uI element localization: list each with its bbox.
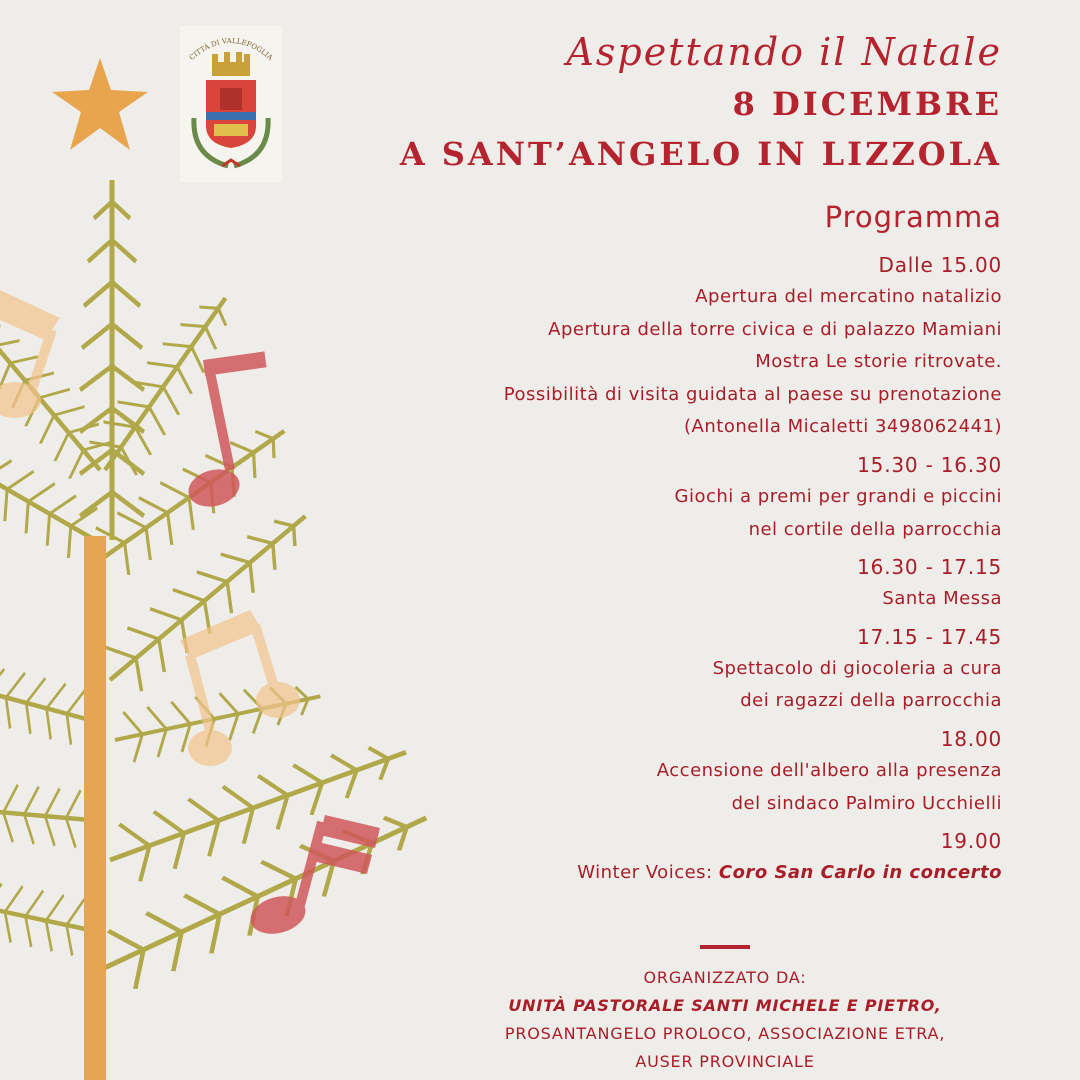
town-crest-logo <box>180 26 282 182</box>
schedule-item: Spettacolo di giocoleria a cura <box>712 657 1002 679</box>
program-schedule <box>322 249 1002 890</box>
organizer-line: PROSANTANGELO PROLOCO, ASSOCIAZIONE ETRA, <box>504 1024 946 1043</box>
schedule-time: 16.30 - 17.15 <box>857 555 1002 580</box>
schedule-time: 15.30 - 16.30 <box>857 452 1002 477</box>
schedule-time: 19.00 <box>940 829 1002 854</box>
schedule-item: del sindaco Palmiro Ucchielli <box>731 792 1002 814</box>
schedule-item: nel cortile della parrocchia <box>748 518 1002 540</box>
music-note-icon <box>0 290 60 418</box>
schedule-item: Possibilità di visita guidata al paese su prenotazione <box>503 383 1002 405</box>
schedule-block <box>322 249 1002 444</box>
schedule-item: Giochi a premi per grandi e piccini <box>674 485 1002 507</box>
program-title: Programma <box>824 200 1002 234</box>
schedule-block <box>322 723 1002 820</box>
schedule-time: 17.15 - 17.45 <box>857 624 1002 649</box>
organizer-section <box>400 964 1050 1076</box>
schedule-item: Apertura del mercatino natalizio <box>695 286 1002 307</box>
schedule-item-concert <box>322 857 1002 890</box>
music-note-icon <box>184 351 266 512</box>
organizer-main: UNITÀ PASTORALE SANTI MICHELE E PIETRO, <box>508 996 942 1015</box>
tree-trunk <box>84 536 106 1080</box>
schedule-item: Apertura della torre civica e di palazzo Mamiani <box>548 318 1002 340</box>
schedule-item: Mostra Le storie ritrovate. <box>755 351 1002 373</box>
schedule-block <box>322 621 1002 718</box>
organizer-label: ORGANIZZATO DA: <box>643 968 807 987</box>
schedule-block <box>322 551 1002 616</box>
music-note-icon <box>180 610 300 766</box>
schedule-item: Santa Messa <box>882 588 1002 610</box>
tree-top-branch <box>80 180 144 540</box>
svg-text:CITTÀ DI VALLEFOGLIA: CITTÀ DI VALLEFOGLIA <box>187 36 275 62</box>
schedule-block <box>322 825 1002 890</box>
schedule-block <box>322 449 1002 546</box>
schedule-time: Dalle 15.00 <box>878 253 1002 277</box>
schedule-item: Accensione dell'albero alla presenza <box>656 759 1002 781</box>
event-script-title: Aspettando il Natale <box>566 30 1002 74</box>
concert-prefix: Winter Voices: <box>577 862 713 884</box>
schedule-item: dei ragazzi della parrocchia <box>740 690 1002 712</box>
schedule-item: (Antonella Micaletti 3498062441) <box>684 416 1002 438</box>
event-date: 8 DICEMBRE <box>732 85 1002 123</box>
concert-title: Coro San Carlo in concerto <box>718 862 1002 884</box>
schedule-time: 18.00 <box>940 726 1002 751</box>
section-divider <box>700 945 750 949</box>
event-location: A SANT’ANGELO IN LIZZOLA <box>399 135 1002 173</box>
star-icon <box>52 58 148 150</box>
organizer-line: AUSER PROVINCIALE <box>635 1052 815 1071</box>
